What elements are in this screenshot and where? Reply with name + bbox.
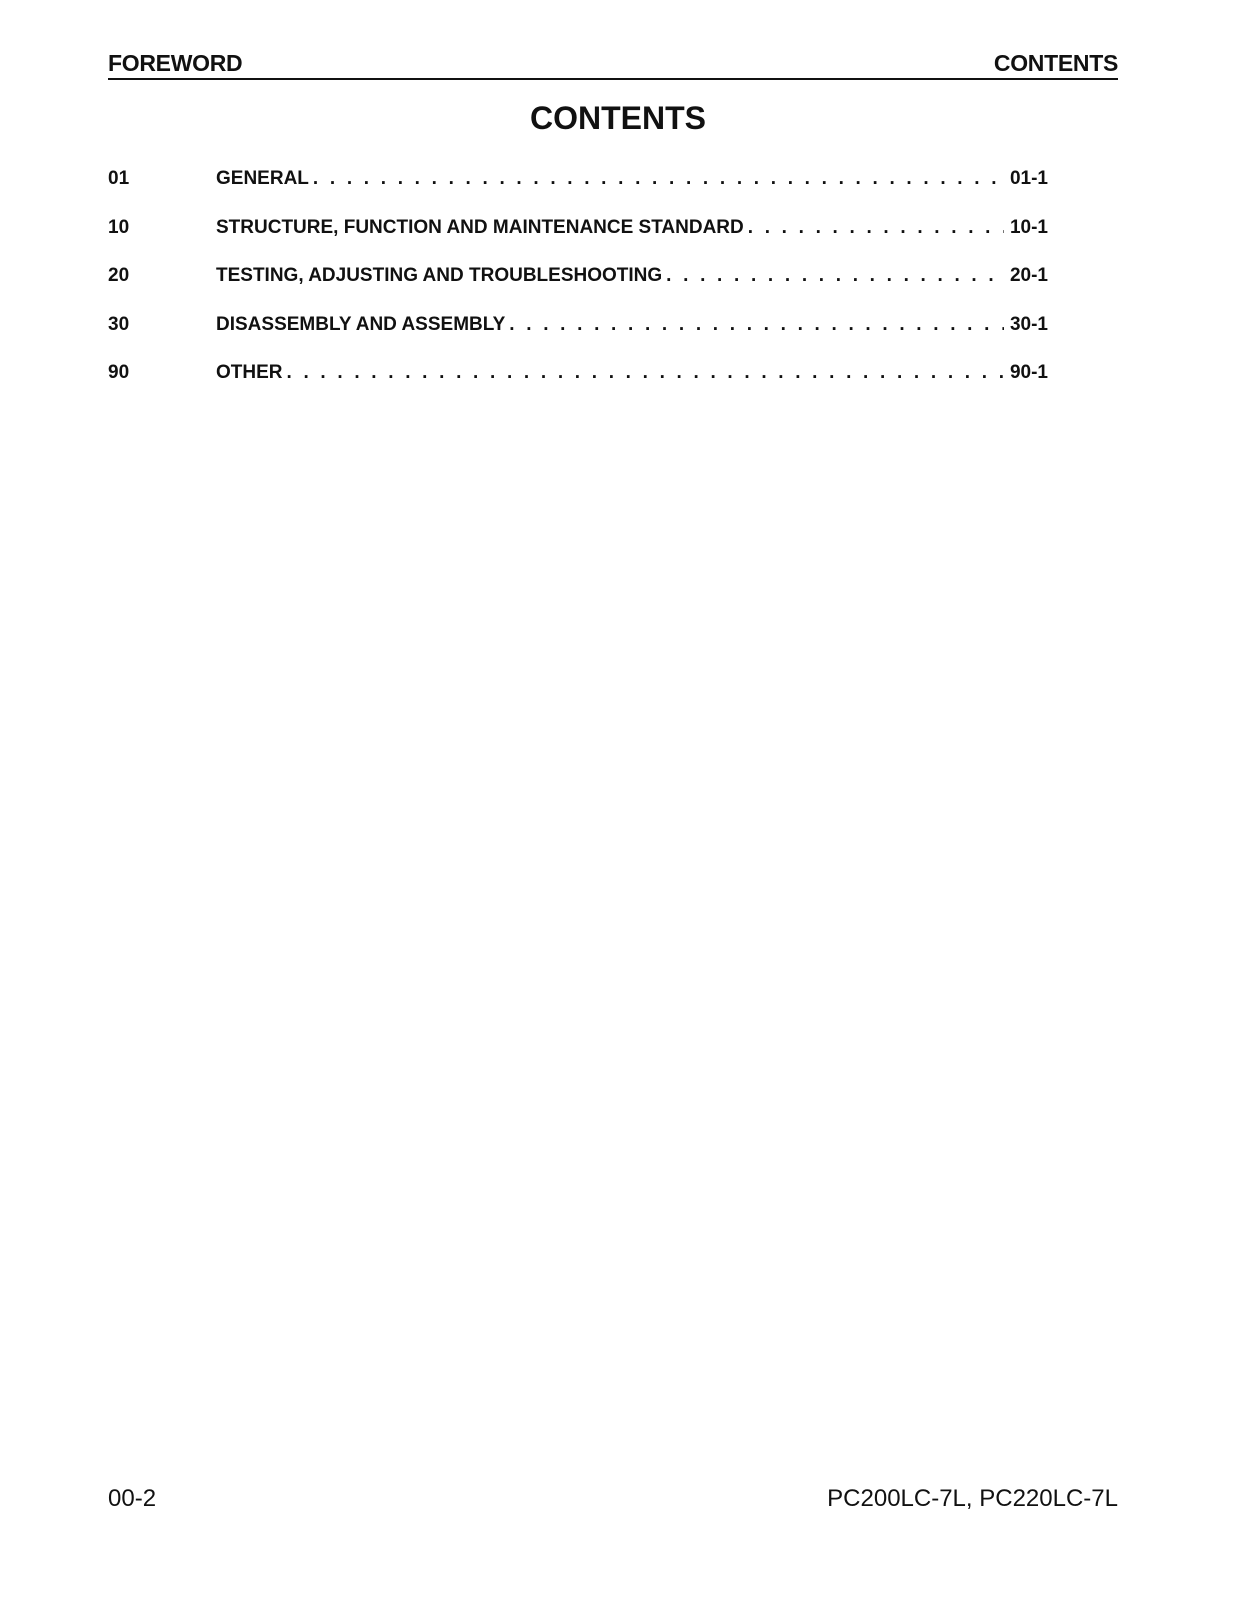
dot-leader bbox=[748, 213, 1004, 243]
toc-entry-testing[interactable] bbox=[108, 261, 1048, 310]
toc-entry-page: 20-1 bbox=[1009, 265, 1048, 286]
toc-entry-title: STRUCTURE, FUNCTION AND MAINTENANCE STANDARD bbox=[216, 216, 744, 238]
toc-entry-title: OTHER bbox=[216, 362, 283, 383]
toc-entry-number: 30 bbox=[108, 313, 130, 335]
toc-entry-page: 10-1 bbox=[1009, 216, 1048, 238]
toc-entry-structure[interactable] bbox=[108, 213, 1048, 262]
toc-entry-disassembly[interactable] bbox=[108, 310, 1048, 359]
page-footer bbox=[108, 1485, 1118, 1517]
toc-entry-title: TESTING, ADJUSTING AND TROUBLESHOOTING bbox=[216, 265, 663, 286]
header-section-label: FOREWORD bbox=[108, 50, 243, 76]
toc-entry-other[interactable] bbox=[108, 358, 1048, 407]
dot-leader bbox=[287, 358, 1004, 388]
dot-leader bbox=[509, 310, 1004, 340]
toc-entry-page: 90-1 bbox=[1009, 362, 1048, 383]
toc-entry-number: 90 bbox=[108, 362, 130, 383]
page-header bbox=[108, 50, 1118, 80]
toc-entry-page: 30-1 bbox=[1009, 313, 1048, 335]
toc-entry-number: 20 bbox=[108, 265, 130, 286]
toc-entry-number: 10 bbox=[108, 216, 130, 238]
toc-entry-general[interactable] bbox=[108, 164, 1048, 213]
table-of-contents bbox=[108, 164, 1048, 407]
dot-leader bbox=[666, 261, 1004, 291]
toc-entry-title: DISASSEMBLY AND ASSEMBLY bbox=[216, 313, 506, 335]
header-chapter-label: CONTENTS bbox=[993, 50, 1118, 76]
toc-entry-title: GENERAL bbox=[216, 168, 309, 189]
page-title: CONTENTS bbox=[530, 100, 706, 136]
toc-entry-number: 01 bbox=[108, 168, 130, 189]
footer-model-names: PC200LC-7L, PC220LC-7L bbox=[827, 1485, 1118, 1512]
footer-page-number: 00-2 bbox=[108, 1485, 157, 1512]
toc-entry-page: 01-1 bbox=[1009, 168, 1048, 189]
dot-leader bbox=[313, 164, 1004, 194]
